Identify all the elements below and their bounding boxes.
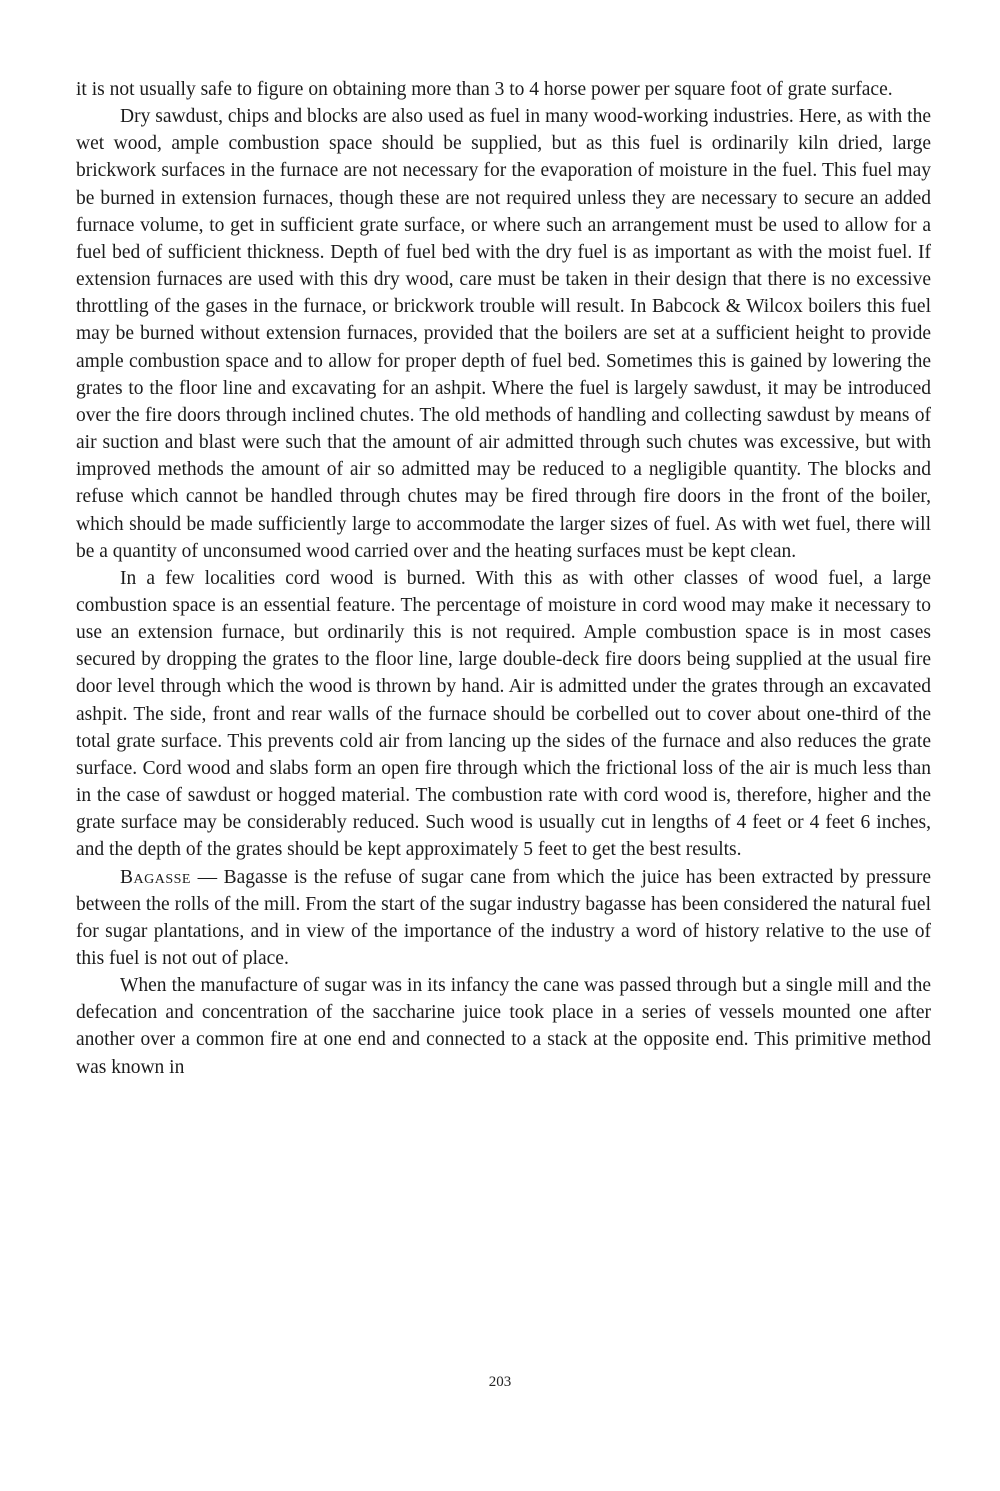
paragraph: In a few localities cord wood is burned. With this as with other classes of wood fuel, a large combustion space is an essential feature. The percentage of moisture in cord wood may make it necessary to use an extension furnace, but ordinarily this is not required. Ample combustion space is in most cases secured by dropping the grates to the floor line, large double-deck fire doors being supplied at the usual fire door level through which the wood is thrown by hand. Air is admitted under the grates through an excavated ashpit. The side, front and rear walls of the furnace should be corbelled out to cover about one-third of the total grate surface. This prevents cold air from lancing up the sides of the furnace and also reduces the grate surface. Cord wood and slabs form an open fire through which the frictional loss of the air is much less than in the case of sawdust or hogged material. The combustion rate with cord wood is, therefore, higher and the grate surface may be considerably reduced. Such wood is usually cut in lengths of 4 feet or 4 feet 6 inches, and the depth of the grates should be kept approximately 5 feet to get the best results. [76,567,931,861]
page-body [76,76,931,1081]
paragraph: it is not usually safe to figure on obtaining more than 3 to 4 horse power per square foot of grate surface. [76,79,893,100]
paragraph-text: — Bagasse is the refuse of sugar cane from which the juice has been extracted by pressure between the rolls of the mill. From the start of the sugar industry bagasse has been considered the natural fuel for sugar plantations, and in view of the importance of the industry a word of history relative to the use of this fuel is not out of place. [76,866,931,969]
paragraph-bagasse [76,864,931,973]
page-number: 203 [488,1374,512,1390]
section-heading: Bagasse [120,866,191,888]
paragraph: When the manufacture of sugar was in its infancy the cane was passed through but a single mill and the defecation and concentration of the saccharine juice took place in a series of vessels mounted one after another over a common fire at one end and connected to a stack at the opposite end. This primitive method was known in [76,975,931,1078]
paragraph: Dry sawdust, chips and blocks are also used as fuel in many wood-working industries. Here, as with the wet wood, ample combustion space should be supplied, but as this fuel is ordinarily kiln dried, large brickwork surfaces in the furnace are not necessary for the evaporation of moisture in the fuel. This fuel may be burned in extension furnaces, though these are not required unless they are necessary to secure an added furnace volume, to get in sufficient grate surface, or where such an arrangement must be used to allow for a fuel bed of sufficient thickness. Depth of fuel bed with the dry fuel is as important as with the moist fuel. If extension furnaces are used with this dry wood, care must be taken in their design that there is no excessive throttling of the gases in the furnace, or brickwork trouble will result. In Babcock & Wilcox boilers this fuel may be burned without extension furnaces, provided that the boilers are set at a sufficient height to provide ample combustion space and to allow for proper depth of fuel bed. Sometimes this is gained by lowering the grates to the floor line and excavating for an ashpit. Where the fuel is largely sawdust, it may be introduced over the fire doors through inclined chutes. The old methods of handling and collecting sawdust by means of air suction and blast were such that the amount of air admitted through such chutes was excessive, but with improved methods the amount of air so admitted may be reduced to a negligible quantity. The blocks and refuse which cannot be handled through chutes may be fired through fire doors in the front of the boiler, which should be made sufficiently large to accommodate the larger sizes of fuel. As with wet fuel, there will be a quantity of unconsumed wood carried over and the heating surfaces must be kept clean. [76,106,931,562]
